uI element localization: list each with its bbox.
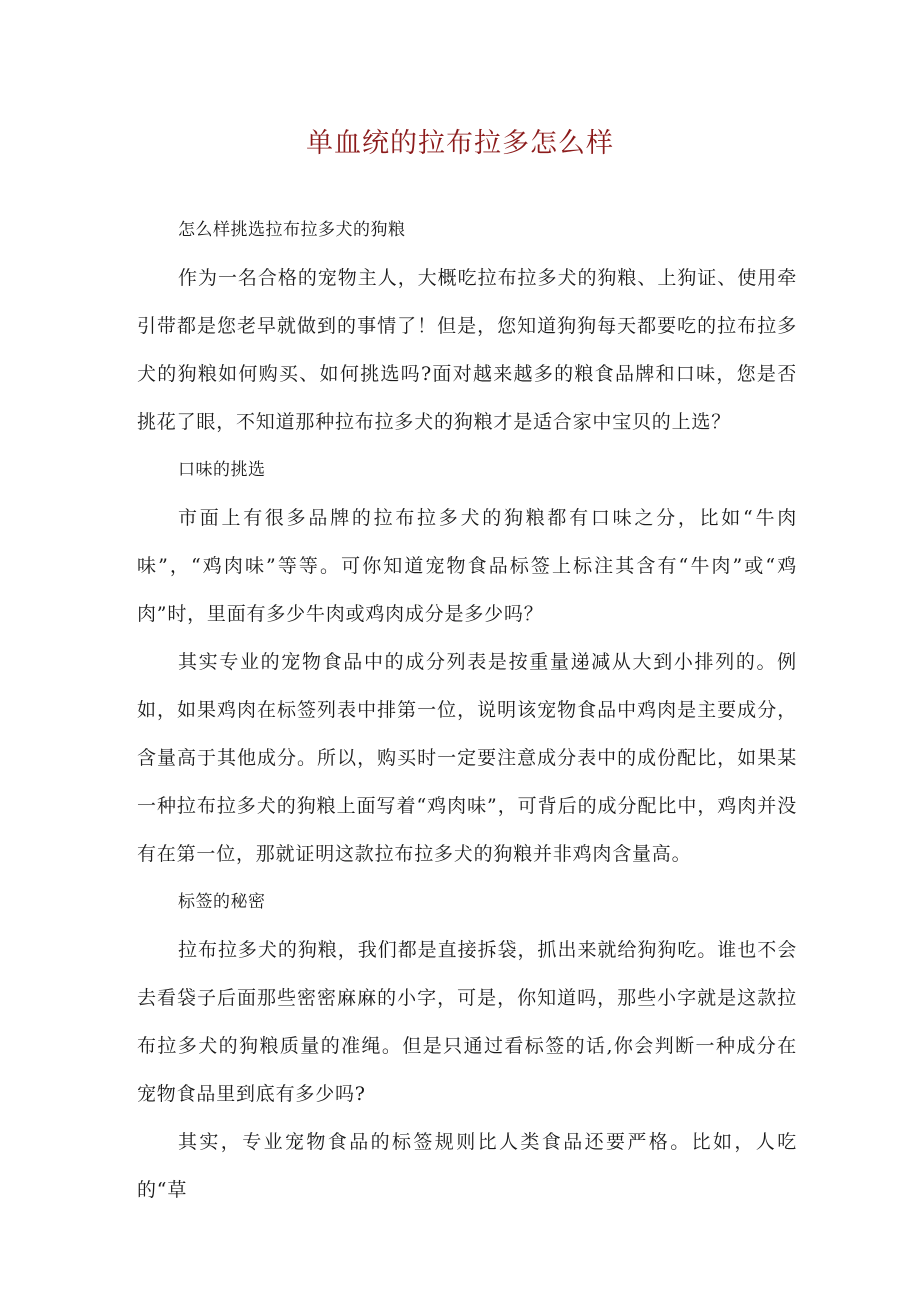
- paragraph: 其实专业的宠物食品中的成分列表是按重量递减从大到小排列的。例如，如果鸡肉在标签列表中排第一位，说明该宠物食品中鸡肉是主要成分，含量高于其他成分。所以，购买时一定要注意成分表中的成份配比，如果某一种拉布拉多犬的狗粮上面写着“鸡肉味”，可背后的成分配比中，鸡肉并没有在第一位，那就证明这款拉布拉多犬的狗粮并非鸡肉含量高。: [137, 651, 797, 865]
- paragraph: 市面上有很多品牌的拉布拉多犬的狗粮都有口味之分，比如“牛肉味”，“鸡肉味”等等。可你知道宠物食品标签上标注其含有“牛肉”或“鸡肉”时，里面有多少牛肉或鸡肉成分是多少吗？: [137, 507, 797, 625]
- section-heading: 标签的秘密: [178, 892, 266, 912]
- paragraph: 拉布拉多犬的狗粮，我们都是直接拆袋，抓出来就给狗狗吃。谁也不会去看袋子后面那些密密麻麻的小字，可是，你知道吗，那些小字就是这款拉布拉多犬的狗粮质量的准绳。但是只通过看标签的话,你会判断一种成分在宠物食品里到底有多少吗?: [137, 939, 797, 1105]
- document-title: 单血统的拉布拉多怎么样: [306, 128, 614, 159]
- section-heading: 口味的挑选: [178, 460, 266, 480]
- document-body: [137, 206, 797, 1214]
- section-heading: 怎么样挑选拉布拉多犬的狗粮: [178, 220, 406, 240]
- paragraph: 其实，专业宠物食品的标签规则比人类食品还要严格。比如，人吃的“草: [137, 1131, 797, 1201]
- paragraph: 作为一名合格的宠物主人，大概吃拉布拉多犬的狗粮、上狗证、使用牵引带都是您老早就做到的事情了！但是，您知道狗狗每天都要吃的拉布拉多犬的狗粮如何购买、如何挑选吗?面对越来越多的粮食品牌和口味，您是否挑花了眼，不知道那种拉布拉多犬的狗粮才是适合家中宝贝的上选？: [137, 267, 797, 433]
